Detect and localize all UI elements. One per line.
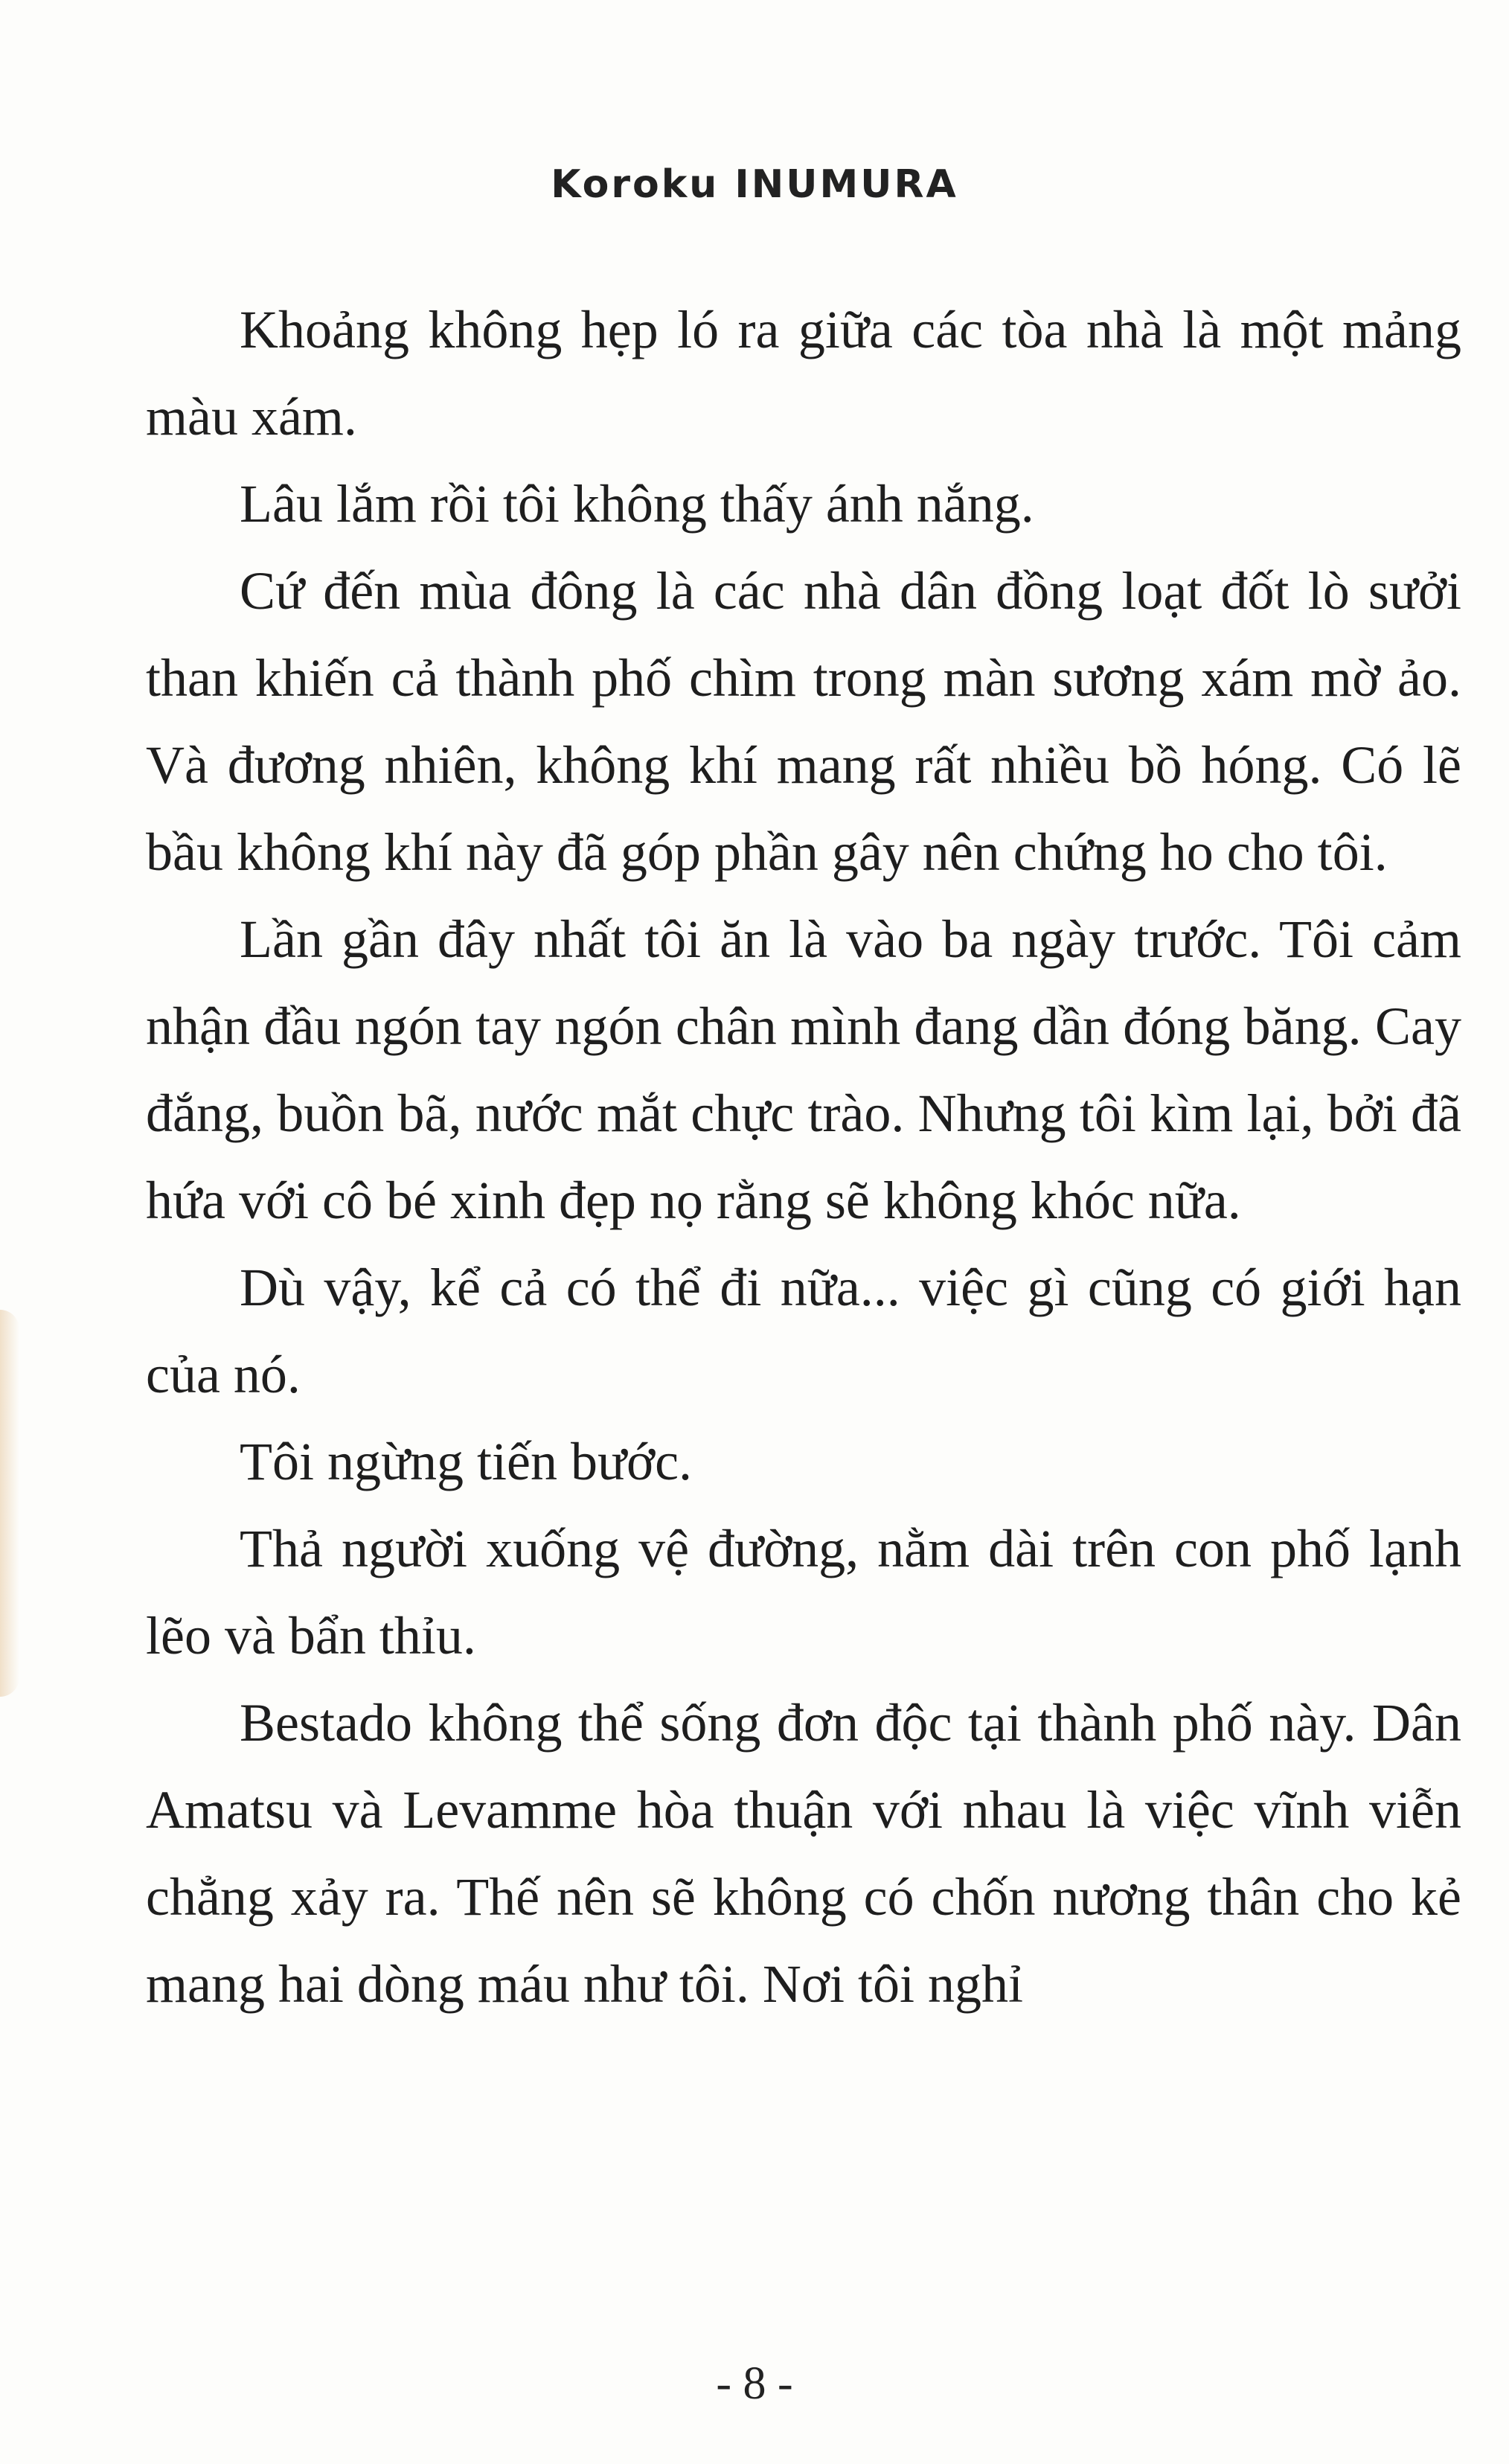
paragraph: Lâu lắm rồi tôi không thấy ánh nắng. bbox=[240, 474, 1034, 534]
body-text bbox=[146, 287, 1461, 2028]
paragraph: Tôi ngừng tiến bước. bbox=[240, 1432, 693, 1491]
page-edge-shadow bbox=[0, 1310, 19, 1697]
paragraph: Dù vậy, kể cả có thể đi nữa... việc gì cũng có giới hạn của nó. bbox=[146, 1258, 1461, 1404]
paragraph: Thả người xuống vệ đường, nằm dài trên con phố lạnh lẽo và bẩn thỉu. bbox=[146, 1519, 1461, 1665]
paragraph: Khoảng không hẹp ló ra giữa các tòa nhà là một mảng màu xám. bbox=[146, 300, 1461, 447]
paragraph: Bestado không thể sống đơn độc tại thành phố này. Dân Amatsu và Levamme hòa thuận với nhau là việc vĩnh viễn chẳng xảy ra. Thế nên sẽ không có chốn nương thân cho kẻ mang hai dòng máu như tôi. Nơi tôi nghỉ bbox=[146, 1693, 1461, 2014]
paragraph: Cứ đến mùa đông là các nhà dân đồng loạt đốt lò sưởi than khiến cả thành phố chìm trong màn sương xám mờ ảo. Và đương nhiên, không khí mang rất nhiều bồ hóng. Có lẽ bầu không khí này đã góp phần gây nên chứng ho cho tôi. bbox=[146, 561, 1461, 882]
page-number: - 8 - bbox=[716, 2358, 793, 2409]
paragraph: Lần gần đây nhất tôi ăn là vào ba ngày trước. Tôi cảm nhận đầu ngón tay ngón chân mình đang dần đóng băng. Cay đắng, buồn bã, nước mắt chực trào. Nhưng tôi kìm lại, bởi đã hứa với cô bé xinh đẹp nọ rằng sẽ không khóc nữa. bbox=[146, 909, 1461, 1230]
running-head: Koroku INUMURA bbox=[551, 162, 958, 207]
